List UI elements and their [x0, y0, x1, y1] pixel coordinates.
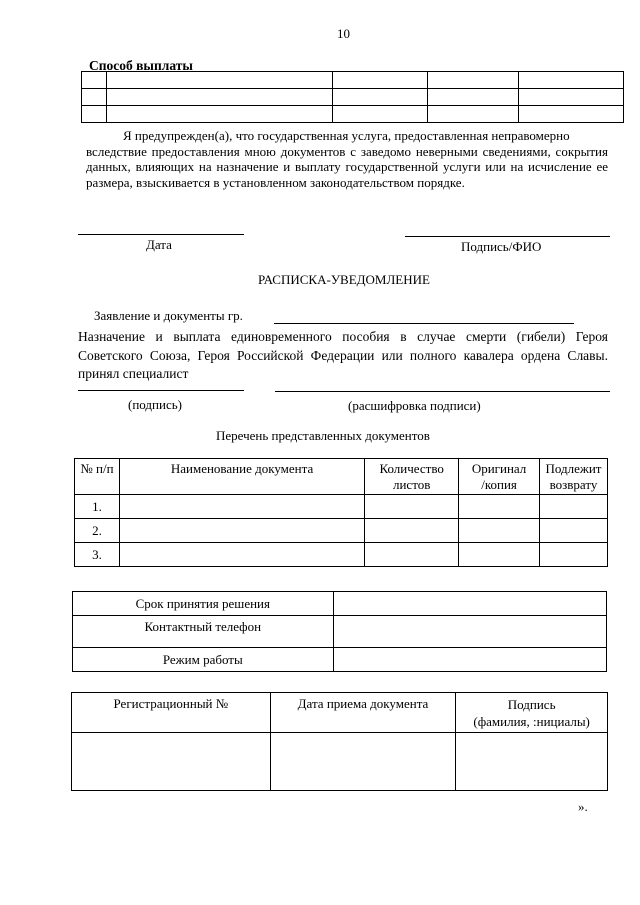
- payment-cell: [106, 106, 332, 123]
- applicant-label: Заявление и документы гр.: [94, 308, 243, 323]
- col-orig-header-1: Оригинал: [471, 461, 527, 476]
- phone-value: [333, 616, 606, 648]
- reg-date-header: Дата приема документа: [270, 693, 456, 733]
- reg-date-value: [270, 733, 456, 791]
- table-row: [75, 495, 608, 519]
- sign-caption: (подпись): [128, 397, 182, 412]
- warning-first-line: Я предупрежден(а), что государственная услуга, предоставленная неправомерно: [123, 128, 570, 143]
- hours-label: Режим работы: [73, 648, 334, 672]
- payment-row: [82, 106, 624, 123]
- payment-cell: [519, 106, 624, 123]
- row-number: 3.: [75, 543, 120, 567]
- docs-table: [74, 458, 608, 567]
- doc-name-cell: [119, 495, 364, 519]
- hours-value: [333, 648, 606, 672]
- service-text: Назначение и выплата единовременного пособия в случае смерти (гибели) Героя Советского Союза, Героя Российской Федерации или полного кавалера ордена Славы.: [78, 329, 608, 363]
- doc-qty-cell: [365, 543, 459, 567]
- page-number: 10: [337, 26, 350, 41]
- col-ret-header-2: возврату: [549, 477, 598, 492]
- info-row: [73, 616, 607, 648]
- col-ret-header-1: Подлежит: [545, 461, 602, 476]
- reg-num-header: Регистрационный №: [72, 693, 271, 733]
- payment-cell: [332, 106, 428, 123]
- payment-cell: [82, 106, 107, 123]
- deadline-value: [333, 592, 606, 616]
- payment-cell: [82, 89, 107, 106]
- registration-table: [71, 692, 608, 791]
- doc-ret-cell: [540, 543, 608, 567]
- payment-cell: [428, 72, 519, 89]
- row-number: 2.: [75, 519, 120, 543]
- table-row: [75, 543, 608, 567]
- date-label: Дата: [146, 237, 172, 252]
- doc-ret-cell: [540, 495, 608, 519]
- info-row: [73, 592, 607, 616]
- warning-rest: вследствие предоставления мною документов с заведомо неверными сведениями, сокрытия данных, влияющих на назначение и выплату государственной услуги или на исчисление ее размера, взыскивается в установленном законодательством порядке.: [86, 143, 608, 190]
- deadline-label: Срок принятия решения: [73, 592, 334, 616]
- row-number: 1.: [75, 495, 120, 519]
- info-row: [73, 648, 607, 672]
- reg-num-value: [72, 733, 271, 791]
- docs-header-row: [75, 459, 608, 495]
- col-orig-header-2: /копия: [481, 477, 517, 492]
- payment-row: [82, 72, 624, 89]
- payment-cell: [82, 72, 107, 89]
- payment-cell: [519, 72, 624, 89]
- doc-qty-cell: [365, 495, 459, 519]
- col-qty-header-1: Количество: [379, 461, 444, 476]
- warning-paragraph: [86, 128, 608, 190]
- specialist-sign-line: [78, 390, 244, 391]
- doc-orig-cell: [459, 543, 540, 567]
- doc-ret-cell: [540, 519, 608, 543]
- reg-sign-header-2: (фамилия, :нициалы): [473, 714, 590, 729]
- col-num-header: № п/п: [80, 461, 114, 476]
- closing-quote: ».: [578, 799, 588, 814]
- payment-row: [82, 89, 624, 106]
- col-qty-header-2: листов: [392, 477, 431, 492]
- payment-method-title: Способ выплаты: [89, 58, 193, 73]
- phone-label: Контактный телефон: [73, 616, 334, 648]
- table-row: [75, 519, 608, 543]
- col-name-header: Наименование документа: [170, 461, 314, 476]
- decode-caption: (расшифровка подписи): [348, 398, 481, 413]
- doc-qty-cell: [365, 519, 459, 543]
- reg-sign-value: [456, 733, 608, 791]
- date-line: [78, 234, 244, 235]
- doc-orig-cell: [459, 495, 540, 519]
- payment-method-table: [81, 71, 624, 123]
- doc-orig-cell: [459, 519, 540, 543]
- payment-cell: [332, 89, 428, 106]
- doc-name-cell: [119, 519, 364, 543]
- applicant-line: [274, 323, 574, 324]
- docs-title: Перечень представленных документов: [216, 428, 430, 443]
- payment-cell: [332, 72, 428, 89]
- payment-cell: [428, 89, 519, 106]
- reg-sign-header-1: Подпись: [507, 697, 556, 712]
- payment-cell: [519, 89, 624, 106]
- specialist-decode-line: [275, 391, 610, 392]
- signature-line: [405, 236, 610, 237]
- info-table: [72, 591, 607, 672]
- payment-cell: [106, 72, 332, 89]
- payment-cell: [428, 106, 519, 123]
- registration-row: [72, 733, 608, 791]
- payment-cell: [106, 89, 332, 106]
- accepted-label: принял специалист: [78, 366, 189, 381]
- receipt-title: РАСПИСКА-УВЕДОМЛЕНИЕ: [258, 272, 430, 287]
- doc-name-cell: [119, 543, 364, 567]
- registration-header-row: [72, 693, 608, 733]
- service-paragraph: [78, 328, 608, 384]
- signature-label: Подпись/ФИО: [461, 239, 542, 254]
